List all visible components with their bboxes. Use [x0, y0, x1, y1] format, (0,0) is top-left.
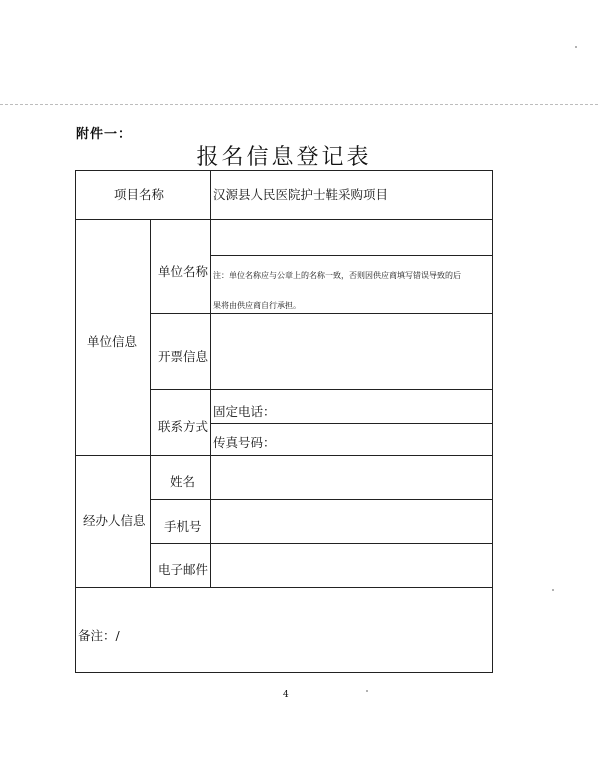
- grid-line: [210, 219, 211, 587]
- email-label: 电子邮件: [158, 562, 209, 577]
- grid-line: [150, 313, 492, 314]
- grid-line: [150, 219, 151, 587]
- grid-line: [150, 543, 492, 544]
- project-name-label: 项目名称: [114, 187, 165, 202]
- remarks-value: /: [115, 628, 120, 643]
- attachment-label: 附件一：: [76, 127, 133, 142]
- mobile-label: 手机号: [164, 519, 202, 534]
- scan-speck: [552, 589, 554, 591]
- agent-info-label: 经办人信息: [83, 513, 146, 528]
- unit-name-note-continued: 果将由供应商自行承担。: [213, 301, 301, 310]
- scan-speck: [366, 690, 368, 692]
- unit-name-label: 单位名称: [158, 264, 209, 279]
- unit-info-label: 单位信息: [87, 334, 138, 349]
- registration-form-table: [75, 170, 493, 673]
- contact-label: 联系方式: [158, 419, 209, 434]
- grid-line: [76, 455, 492, 456]
- agent-name-label: 姓名: [170, 474, 196, 489]
- scan-speck: [575, 46, 577, 48]
- scan-dashed-line: [0, 104, 598, 105]
- page-number: 4: [283, 690, 289, 700]
- remarks-label: [78, 629, 120, 643]
- remarks-label-text: 备注：: [78, 628, 116, 643]
- unit-name-note: 注：单位名称应与公章上的名称一致，否则因供应商填写错误导致的后: [213, 271, 461, 280]
- grid-line: [150, 389, 492, 390]
- project-name-value: 汉源县人民医院护士鞋采购项目: [213, 187, 389, 202]
- grid-line: [210, 171, 211, 219]
- grid-line: [76, 219, 492, 220]
- grid-line: [210, 423, 492, 424]
- fax-label: 传真号码：: [213, 435, 276, 450]
- grid-line: [150, 499, 492, 500]
- invoice-info-label: 开票信息: [158, 349, 209, 364]
- grid-line: [210, 255, 492, 256]
- phone-label: 固定电话：: [213, 404, 276, 419]
- page-title: 报名信息登记表: [196, 145, 372, 170]
- grid-line: [76, 587, 492, 588]
